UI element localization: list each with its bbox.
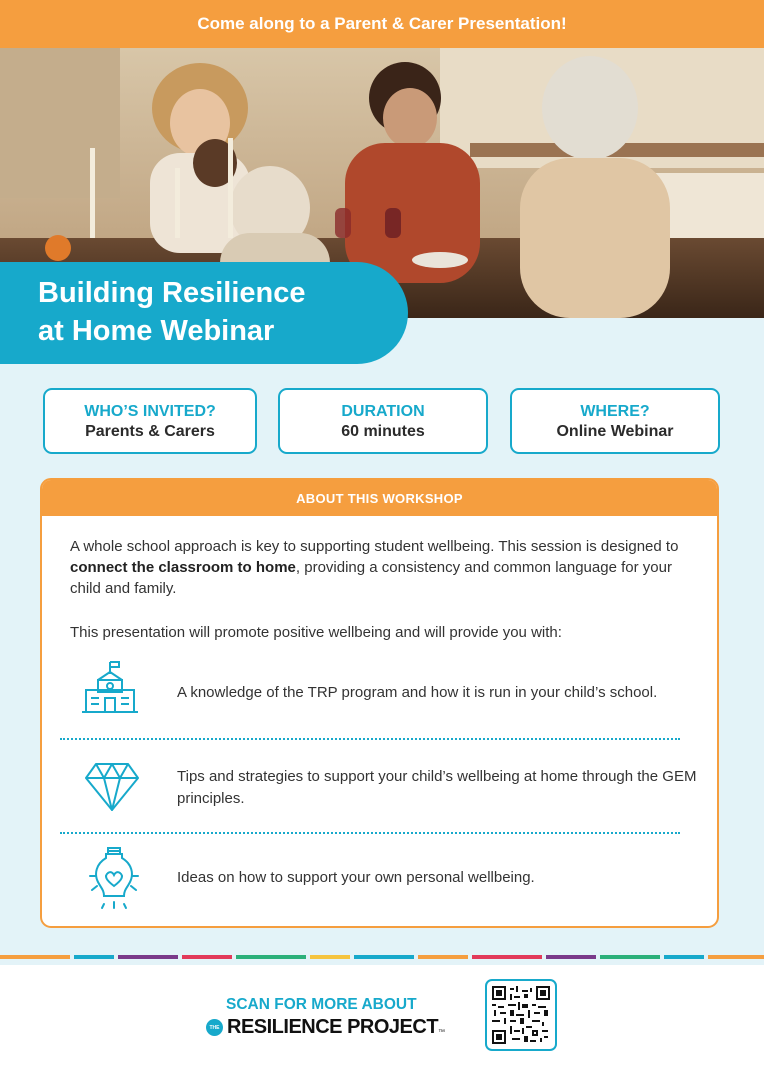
decorative-stripe <box>0 955 764 959</box>
lightbulb-heart-icon <box>86 846 142 915</box>
school-icon <box>80 660 140 721</box>
benefit-text: Ideas on how to support your own personal wellbeing. <box>177 869 535 886</box>
info-label: DURATION <box>341 403 425 420</box>
intro-emphasis: connect the classroom to home <box>70 559 296 576</box>
intro-text-end: , providing a consistency and common language for your child and family. <box>70 559 672 597</box>
info-card-duration <box>278 388 488 454</box>
page-title-line-1: Building Resilience <box>38 277 306 309</box>
benefit-text: Tips and strategies to support your child’s wellbeing at home through the GEM principles. <box>177 768 697 807</box>
dotted-divider <box>60 738 680 740</box>
page-title-line-2: at Home Webinar <box>38 315 275 347</box>
benefit-item <box>42 846 719 916</box>
info-value: Online Webinar <box>556 423 674 440</box>
info-card-where <box>510 388 720 454</box>
qr-code-icon <box>492 986 550 1044</box>
benefit-text: A knowledge of the TRP program and how it is run in your child’s school. <box>177 684 658 701</box>
workshop-panel <box>40 478 719 928</box>
resilience-project-logo <box>206 1016 445 1039</box>
top-banner-text: Come along to a Parent & Carer Presentation! <box>197 14 567 33</box>
qr-code[interactable] <box>485 979 557 1051</box>
brand-name: RESILIENCE PROJECT <box>227 1016 439 1038</box>
info-value: Parents & Carers <box>85 423 215 440</box>
footer <box>0 965 764 1068</box>
workshop-heading-text: ABOUT THIS WORKSHOP <box>296 490 463 506</box>
workshop-intro <box>70 536 690 599</box>
intro-text: A whole school approach is key to supporting student wellbeing. This session is designed to <box>70 538 679 555</box>
gem-icon <box>84 760 140 817</box>
info-label: WHO’S INVITED? <box>84 403 216 420</box>
trademark: ™ <box>438 1029 446 1036</box>
benefit-item <box>42 660 719 730</box>
title-banner <box>0 262 408 364</box>
brand-badge: THE <box>206 1019 223 1036</box>
info-card-invited <box>43 388 257 454</box>
top-banner <box>0 0 764 48</box>
scan-prompt: SCAN FOR MORE ABOUT <box>226 996 417 1013</box>
dotted-divider <box>60 832 680 834</box>
benefit-item <box>42 758 719 828</box>
workshop-promote-text: This presentation will promote positive wellbeing and will provide you with: <box>70 624 562 641</box>
info-value: 60 minutes <box>341 423 425 440</box>
info-label: WHERE? <box>580 403 650 420</box>
workshop-heading <box>42 480 717 516</box>
info-row <box>43 388 721 454</box>
